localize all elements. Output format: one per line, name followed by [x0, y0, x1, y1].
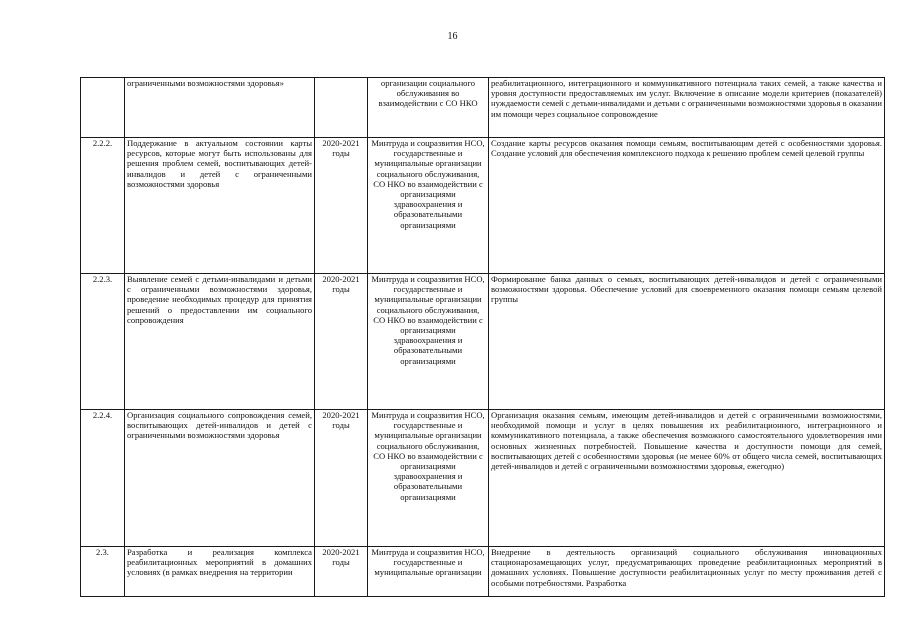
row-number — [81, 78, 125, 138]
executors-cell: Минтруда и соцразвития НСО, государственные и муниципальные организации социального обслуживания, СО НКО во взаимодействии с организациями здравоохранения и образовательными организациями — [368, 410, 489, 547]
table-row — [81, 78, 885, 138]
measure-cell: Выявление семей с детьми-инвалидами и детьми с ограниченными возможностями здоровья, проведение необходимых процедур для принятия решений о предоставлении им социального сопровождения — [125, 274, 315, 410]
row-number: 2.2.3. — [81, 274, 125, 410]
result-cell: Внедрение в деятельность организаций социального обслуживания инновационных стационарозамещающих услуг, предусматривающих проведение реабилитационных мероприятий в домашних условиях. Повышение доступности реабилитационных услуг по месту проживания детей с особыми потребностями. Разработка — [489, 547, 885, 597]
executors-cell: Минтруда и соцразвития НСО, государственные и муниципальные организации социального обслуживания, СО НКО во взаимодействии с организациями здравоохранения и образовательными организациями — [368, 274, 489, 410]
years-cell: 2020-2021 годы — [315, 274, 368, 410]
measure-cell: ограниченными возможностями здоровья» — [125, 78, 315, 138]
measure-cell: Разработка и реализация комплекса реабилитационных мероприятий в домашних условиях (в рамках внедрения на территории — [125, 547, 315, 597]
executors-cell: Минтруда и соцразвития НСО, государственные и муниципальные организации социального обслуживания, СО НКО во взаимодействии с организациями здравоохранения и образовательными организациями — [368, 138, 489, 274]
executors-cell: Минтруда и соцразвития НСО, государственные и муниципальные организации — [368, 547, 489, 597]
years-cell: 2020-2021 годы — [315, 547, 368, 597]
row-number: 2.2.4. — [81, 410, 125, 547]
years-cell: 2020-2021 годы — [315, 138, 368, 274]
table-row — [81, 410, 885, 547]
result-cell: Создание карты ресурсов оказания помощи семьям, воспитывающим детей с особенностями здоровья. Создание условий для обеспечения комплексного подхода к решению проблем семей целевой группы — [489, 138, 885, 274]
measure-cell: Организация социального сопровождения семей, воспитывающих детей-инвалидов и детей с ограниченными возможностями здоровья — [125, 410, 315, 547]
years-cell — [315, 78, 368, 138]
table-row — [81, 274, 885, 410]
result-cell: Организация оказания семьям, имеющим детей-инвалидов и детей с ограниченными возможностями, необходимой помощи и услуг в целях повышения их реабилитационного, интеграционного и коммуникативного потенциала, а также обеспечения возможного самостоятельного удовлетворения ими основных жизненных потребностей. Повышение качества и доступности помощи для семей, воспитывающих детей с особенностями здоровья (не менее 60% от общего числа семей, воспитывающих детей-инвалидов и детей с ограниченными возможностями здоровья, ежегодно) — [489, 410, 885, 547]
row-number: 2.2.2. — [81, 138, 125, 274]
page-number: 16 — [447, 31, 458, 42]
result-cell: реабилитационного, интеграционного и коммуникативного потенциала таких семей, а также качества и уровня доступности предоставляемых им услуг. Включение в описание модели критериев (показателей) нуждаемости семей с детьми-инвалидами и детьми с ограниченными возможностями здоровья в оказании им помощи через социальное сопровождение — [489, 78, 885, 138]
years-cell: 2020-2021 годы — [315, 410, 368, 547]
measures-table — [80, 77, 885, 597]
executors-cell: организации социального обслуживания во взаимодействии с СО НКО — [368, 78, 489, 138]
table-row — [81, 547, 885, 597]
result-cell: Формирование банка данных о семьях, воспитывающих детей-инвалидов и детей с ограниченными возможностями здоровья. Обеспечение условий для своевременного оказания помощи семьям целевой группы — [489, 274, 885, 410]
table-row — [81, 138, 885, 274]
measure-cell: Поддержание в актуальном состоянии карты ресурсов, которые могут быть использованы для решения проблем семей, воспитывающих детей-инвалидов и детей с ограниченными возможностями здоровья — [125, 138, 315, 274]
row-number: 2.3. — [81, 547, 125, 597]
